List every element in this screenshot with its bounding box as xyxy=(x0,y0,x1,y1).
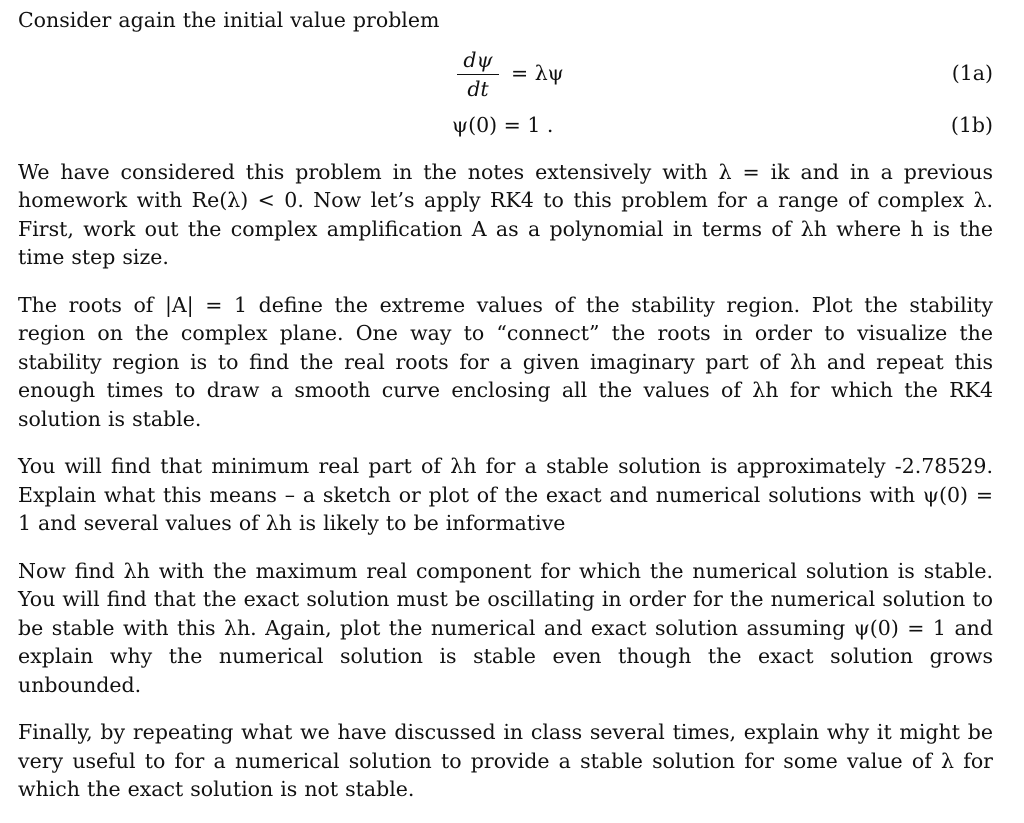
equation-1a-rhs: = λψ xyxy=(511,60,564,85)
paragraph-rk4-amplification: We have considered this problem in the notes extensively with λ = ik and in a previous homework with Re(λ) < 0. Now let’s apply RK4 to this problem for a range of complex λ. First, work out the complex amplification A as a polynomial in terms of λh where h is the time step size. xyxy=(18,159,993,269)
paragraph-stability-region: The roots of |A| = 1 define the extreme values of the stability region. Plot the stability region on the complex plane. One way to “connect” the roots in order to visualize the stability region is to find the real roots for a given imaginary part of λh and repeat this enough times to draw a smooth curve enclosing all the values of λh for which the RK4 solution is stable. xyxy=(18,292,993,431)
paragraph-maximum-real-component: Now find λh with the maximum real component for which the numerical solution is stable. You will find that the exact solution must be oscillating in order for the numerical solution to be stable with this λh. Again, plot the numerical and exact solution assuming ψ(0) = 1 and explain why the numerical solution is stable even though the exact solution grows unbounded. xyxy=(18,558,993,697)
equation-1b xyxy=(18,109,993,149)
paragraph-minimum-real-part: You will find that minimum real part of λh for a stable solution is approximately -2.78529. Explain what this means – a sketch or plot of the exact and numerical solutions with ψ(0) = 1 and several values of λh is likely to be informative xyxy=(18,454,993,535)
paragraph-conclusion: Finally, by repeating what we have discussed in class several times, explain why it might be very useful to for a numerical solution to provide a stable solution for some value of λ for which the exact solution is not stable. xyxy=(18,720,993,801)
equation-1a-label: (1a) xyxy=(951,60,993,85)
intro-text: Consider again the initial value problem xyxy=(18,8,440,32)
equation-1b-label: (1b) xyxy=(950,112,993,137)
equation-1b-expression: ψ(0) = 1 . xyxy=(452,112,554,137)
fraction-denominator: dt xyxy=(467,76,489,101)
equation-1a xyxy=(18,45,993,105)
equation-block xyxy=(18,45,993,150)
fraction-bar xyxy=(457,74,499,75)
fraction-numerator: dψ xyxy=(463,47,493,72)
derivative-fraction xyxy=(453,47,503,102)
document-body xyxy=(18,6,993,823)
